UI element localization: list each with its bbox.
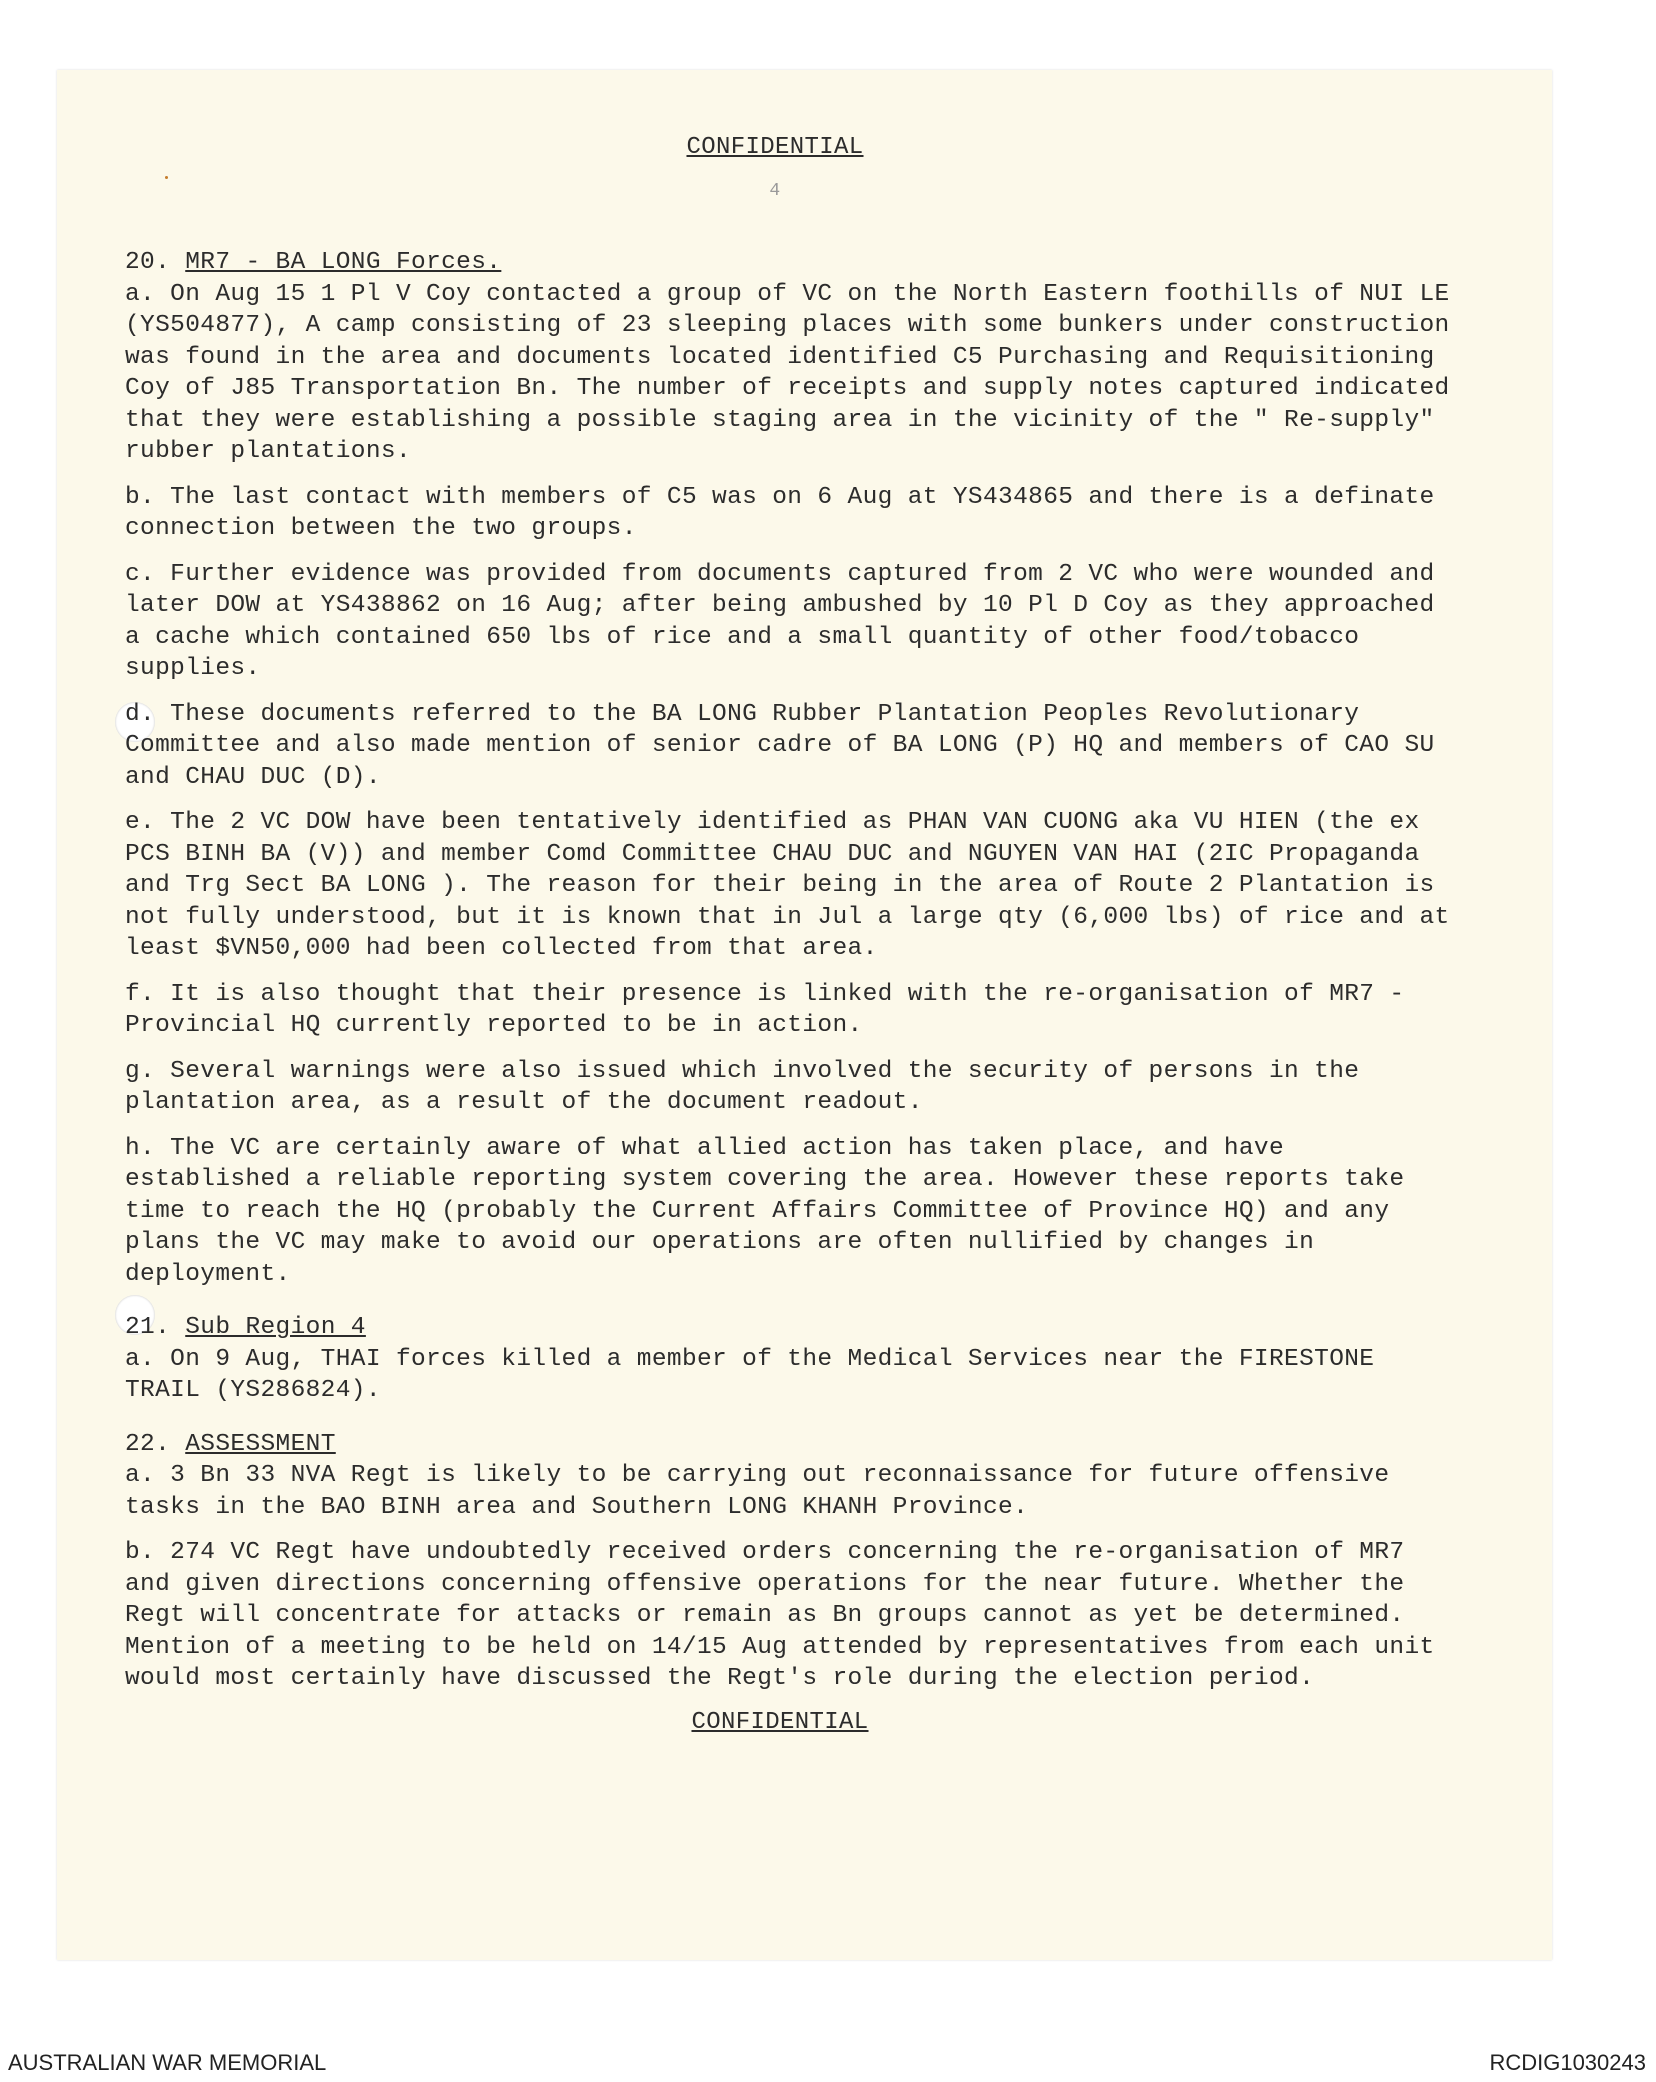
section-number: 22. xyxy=(125,1430,171,1458)
classification-header: CONFIDENTIAL xyxy=(686,134,864,161)
section-heading: Sub Region 4 xyxy=(185,1314,366,1341)
section-22 xyxy=(125,1429,1455,1695)
section-heading: ASSESSMENT xyxy=(185,1430,336,1458)
paragraph-20c: c. Further evidence was provided from documents captured from 2 VC who were wounded and later DOW at YS438862 on 16 Aug; after being ambushed by 10 Pl D Coy as they approached a cache which contained 650 lbs of rice and a small quantity of other food/tobacco supplies. xyxy=(125,560,1435,682)
paragraph-20f: f. It is also thought that their presence is linked with the re-organisation of MR7 - Provincial HQ currently reported to be in action. xyxy=(125,980,1405,1039)
paragraph-22a: a. 3 Bn 33 NVA Regt is likely to be carrying out reconnaissance for future offensive tasks in the BAO BINH area and Southern LONG KHANH Province. xyxy=(125,1462,1390,1521)
paragraph-20b: b. The last contact with members of C5 was on 6 Aug at YS434865 and there is a definate connection between the two groups. xyxy=(125,483,1435,542)
document-page xyxy=(57,70,1552,1960)
classification-footer: CONFIDENTIAL xyxy=(691,1708,869,1736)
paragraph-20g: g. Several warnings were also issued which involved the security of persons in the plantation area, as a result of the document readout. xyxy=(125,1057,1360,1116)
page-number: 4 xyxy=(769,180,781,201)
paragraph-20e: e. The 2 VC DOW have been tentatively identified as PHAN VAN CUONG aka VU HIEN (the ex PCS BINH BA (V)) and member Comd Committee CHAU DUC and NGUYEN VAN HAI (2IC Propaganda and Trg Sect BA LONG ). The reason for their being in the area of Route 2 Plantation is not fully understood, but it is known that in Jul a large qty (6,000 lbs) of rice and at least $VN50,000 had been collected from that area. xyxy=(125,809,1450,962)
paragraph-20a: a. On Aug 15 1 Pl V Coy contacted a group of VC on the North Eastern foothills of NUI LE (YS504877), A camp consisting of 23 sleeping places with some bunkers under construction was found in the area and documents located identified C5 Purchasing and Requisitioning Coy of J85 Transportation Bn. The number of receipts and supply notes captured indicated that they were establishing a possible staging area in the vicinity of the " Re-supply" rubber plantations. xyxy=(125,280,1450,465)
section-number: 20. xyxy=(125,249,171,276)
section-20 xyxy=(125,247,1455,1290)
archive-reference-id: RCDIG1030243 xyxy=(1489,2050,1646,2075)
paragraph-21a: a. On 9 Aug, THAI forces killed a member of the Medical Services near the FIRESTONE TRAIL (YS286824). xyxy=(125,1345,1375,1404)
archive-credit: AUSTRALIAN WAR MEMORIAL xyxy=(8,2050,327,2075)
section-number: 21. xyxy=(125,1314,171,1341)
paragraph-22b: b. 274 VC Regt have undoubtedly received orders concerning the re-organisation of MR7 and given directions concerning offensive operations for the near future. Whether the Regt will concentrate for attacks or remain as Bn groups cannot as yet be determined. Mention of a meeting to be held on 14/15 Aug attended by representatives from each unit would most certainly have discussed the Regt's role during the election period. xyxy=(125,1539,1435,1692)
section-heading: MR7 - BA LONG Forces. xyxy=(185,249,502,276)
section-heading-line xyxy=(125,247,1455,279)
section-heading-line xyxy=(125,1312,1455,1344)
paragraph-20h: h. The VC are certainly aware of what allied action has taken place, and have established a reliable reporting system covering the area. However these reports take time to reach the HQ (probably the Current Affairs Committee of Province HQ) and any plans the VC may make to avoid our operations are often nullified by changes in deployment. xyxy=(125,1134,1405,1288)
paragraph-20d: d. These documents referred to the BA LONG Rubber Plantation Peoples Revolutionary Committee and also made mention of senior cadre of BA LONG (P) HQ and members of CAO SU and CHAU DUC (D). xyxy=(125,700,1435,791)
section-21 xyxy=(125,1312,1455,1407)
section-heading-line xyxy=(125,1429,1455,1461)
archive-footer xyxy=(0,2048,1656,2082)
document-body xyxy=(125,132,1455,1738)
